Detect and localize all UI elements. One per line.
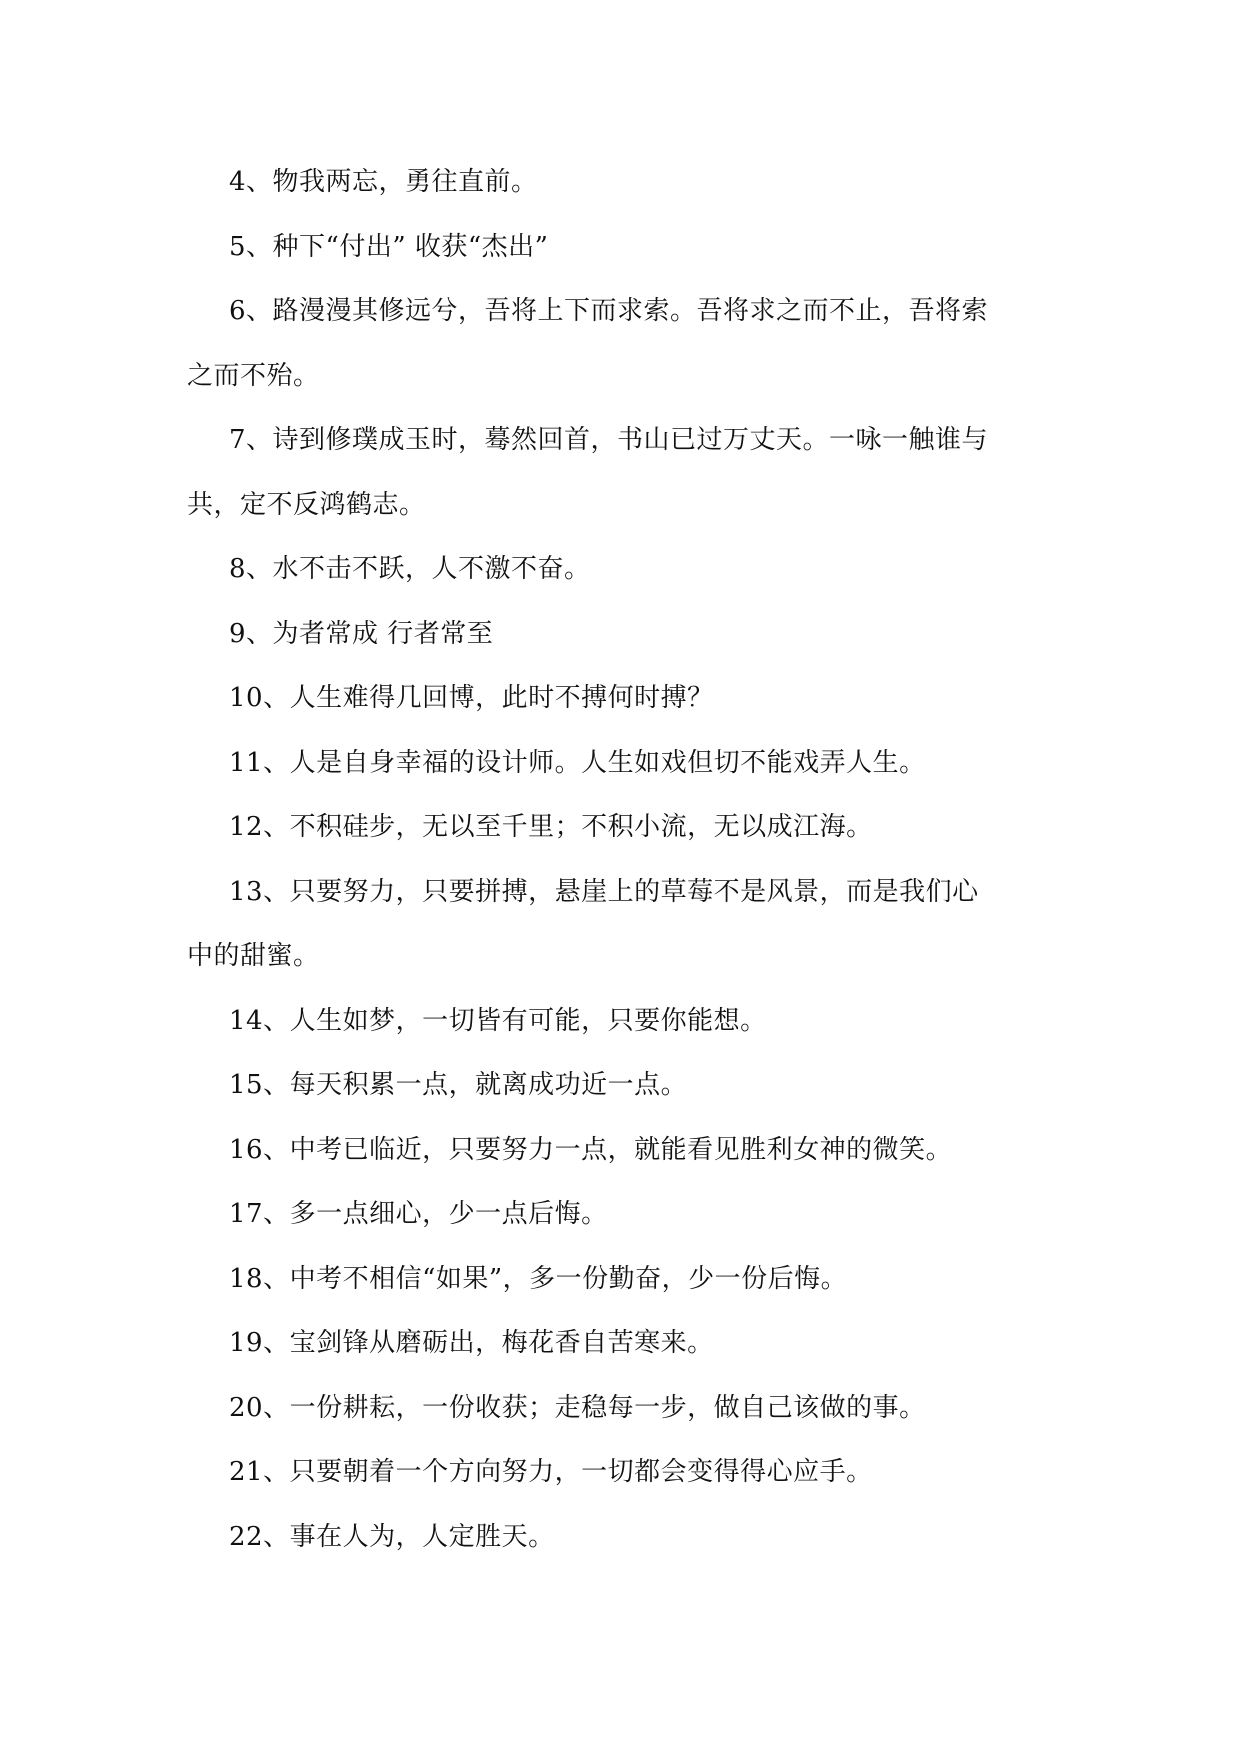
quote-continuation: 共，定不反鸿鹤志。 (187, 489, 426, 520)
quote-text: 4、物我两忘，勇往直前。 (229, 167, 538, 197)
quote-item-21 (187, 1440, 1061, 1505)
quote-item-10 (187, 666, 1061, 731)
quote-text: 21、只要朝着一个方向努力，一切都会变得得心应手。 (229, 1457, 873, 1487)
quote-text: 6、路漫漫其修远兮，吾将上下而求索。吾将求之而不止，吾将索 (229, 296, 989, 326)
quote-item-4 (187, 150, 1061, 215)
document-page (187, 150, 1061, 1569)
quote-text: 14、人生如梦，一切皆有可能，只要你能想。 (229, 1005, 767, 1036)
quote-text: 15、每天积累一点，就离成功近一点。 (229, 1070, 688, 1100)
quote-item-5 (187, 215, 1061, 280)
quote-item-9 (187, 602, 1061, 667)
quote-item-15 (187, 1053, 1061, 1118)
quote-text: 13、只要努力，只要拼搏，悬崖上的草莓不是风景，而是我们心 (229, 876, 979, 907)
quote-text: 19、宝剑锋从磨砺出，梅花香自苦寒来。 (229, 1328, 714, 1358)
quote-text: 20、一份耕耘，一份收获；走稳每一步，做自己该做的事。 (229, 1392, 926, 1423)
quote-continuation: 中的甜蜜。 (187, 941, 320, 971)
quote-item-19 (187, 1311, 1061, 1376)
quote-text: 16、中考已临近，只要努力一点，就能看见胜利女神的微笑。 (229, 1134, 953, 1165)
quote-item-11 (187, 731, 1061, 796)
quote-item-17 (187, 1182, 1061, 1247)
quote-text: 17、多一点细心，少一点后悔。 (229, 1199, 608, 1229)
quote-item-7 (187, 408, 1061, 537)
quote-item-14 (187, 989, 1061, 1054)
quote-text: 18、中考不相信“如果”，多一份勤奋，少一份后悔。 (229, 1263, 848, 1294)
quote-item-22 (187, 1505, 1061, 1570)
quote-text: 22、事在人为，人定胜天。 (229, 1521, 555, 1552)
quote-text: 5、种下“付出” 收获“杰出” (229, 231, 549, 262)
quote-item-12 (187, 795, 1061, 860)
quote-text: 9、为者常成 行者常至 (229, 618, 494, 649)
quote-item-16 (187, 1118, 1061, 1183)
quote-item-18 (187, 1247, 1061, 1312)
quote-item-8 (187, 537, 1061, 602)
quote-text: 10、人生难得几回博，此时不搏何时搏？ (229, 683, 714, 713)
quote-text: 11、人是自身幸福的设计师。人生如戏但切不能戏弄人生。 (229, 747, 926, 778)
quote-item-13 (187, 860, 1061, 989)
quote-text: 7、诗到修璞成玉时，蓦然回首，书山已过万丈天。一咏一触谁与 (229, 425, 989, 455)
quote-continuation: 之而不殆。 (187, 360, 320, 391)
quote-text: 8、水不击不跃，人不激不奋。 (229, 554, 591, 584)
quote-item-20 (187, 1376, 1061, 1441)
quote-text: 12、不积硅步，无以至千里；不积小流，无以成江海。 (229, 812, 873, 842)
quote-item-6 (187, 279, 1061, 408)
